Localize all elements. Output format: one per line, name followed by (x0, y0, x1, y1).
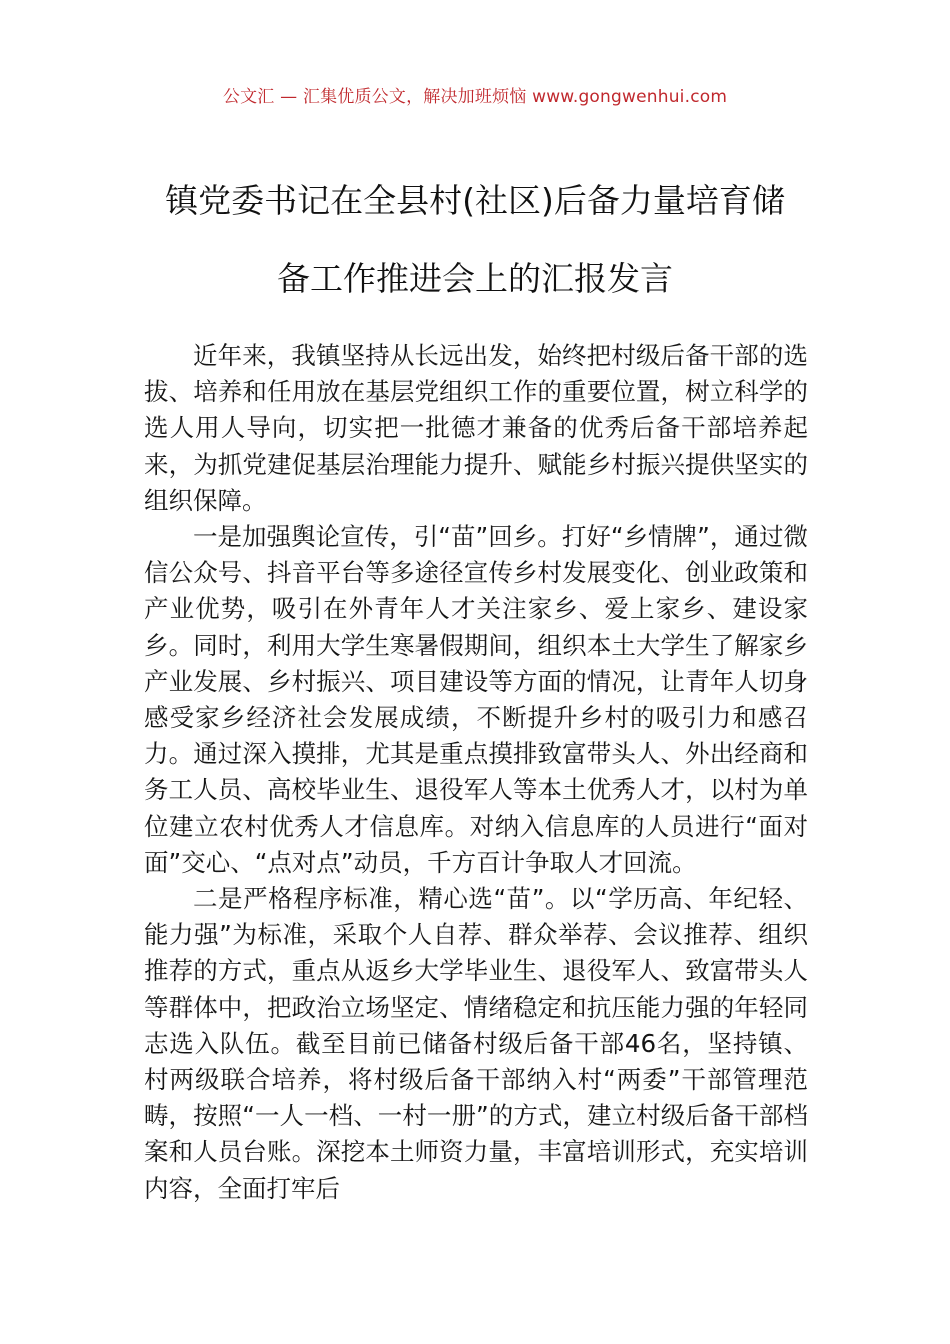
paragraph-intro: 近年来，我镇坚持从长远出发，始终把村级后备干部的选拔、培养和任用放在基层党组织工作的重要位置，树立科学的选人用人导向，切实把一批德才兼备的优秀后备干部培养起来，为抓党建促基层治理能力提升、赋能乡村振兴提供坚实的组织保障。 (144, 341, 808, 515)
title-line-2: 备工作推进会上的汇报发言 (277, 259, 673, 298)
document-body (144, 338, 808, 1207)
document-title (120, 162, 830, 318)
title-line-1: 镇党委书记在全县村(社区)后备力量培育储 (165, 181, 785, 220)
paragraph-publicity: 一是加强舆论宣传，引“苗”回乡。打好“乡情牌”，通过微信公众号、抖音平台等多途径宣传乡村发展变化、创业政策和产业优势，吸引在外青年人才关注家乡、爱上家乡、建设家乡。同时，利用大学生寒暑假期间，组织本土大学生了解家乡产业发展、乡村振兴、项目建设等方面的情况，让青年人切身感受家乡经济社会发展成绩，不断提升乡村的吸引力和感召力。通过深入摸排，尤其是重点摸排致富带头人、外出经商和务工人员、高校毕业生、退役军人等本土优秀人才，以村为单位建立农村优秀人才信息库。对纳入信息库的人员进行“面对面”交心、“点对点”动员，千方百计争取人才回流。 (144, 522, 808, 877)
website-banner: 公文汇 — 汇集优质公文，解决加班烦恼 www.gongwenhui.com (222, 87, 728, 107)
paragraph-selection: 二是严格程序标准，精心选“苗”。以“学历高、年纪轻、能力强”为标准，采取个人自荐、群众举荐、会议推荐、组织推荐的方式，重点从返乡大学毕业生、退役军人、致富带头人等群体中，把政治立场坚定、情绪稳定和抗压能力强的年轻同志选入队伍。截至目前已储备村级后备干部46名，坚持镇、村两级联合培养，将村级后备干部纳入村“两委”干部管理范畴，按照“一人一档、一村一册”的方式，建立村级后备干部档案和人员台账。深挖本土师资力量，丰富培训形式，充实培训内容，全面打牢后 (144, 884, 808, 1203)
